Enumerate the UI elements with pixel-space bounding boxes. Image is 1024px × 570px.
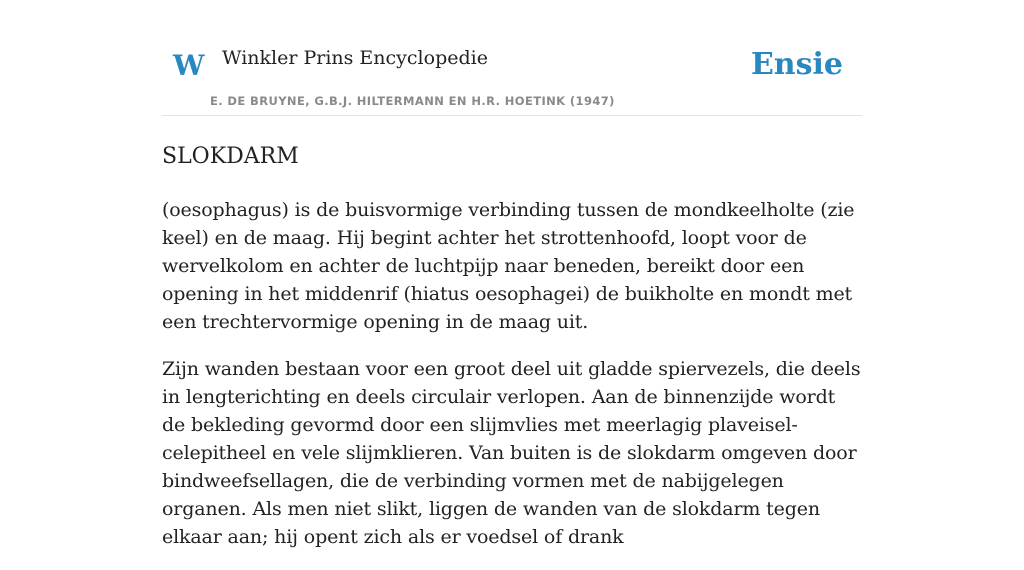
article-paragraph: Zijn wanden bestaan voor een groot deel uit gladde spiervezels, die deels in lengterichting en deels circulair verlopen. Aan de binnenzijde wordt de bekleding gevormd door een slijmvlies met meerlagig plaveisel-celepitheel en vele slijmklieren. Van buiten is de slokdarm omgeven door bindweefsellagen, die de verbinding vormen met de nabijgelegen organen. Als men niet slikt, liggen de wanden van de slokdarm tegen elkaar aan; hij opent zich als er voedsel of drank	[162, 358, 861, 548]
publication-authors: E. DE BRUYNE, G.B.J. HILTERMANN EN H.R. HOETINK (1947)	[210, 94, 615, 108]
article-paragraph: (oesophagus) is de buisvormige verbinding tussen de mondkeelholte (zie keel) en de maag. Hij begint achter het strottenhoofd, loopt voor de wervelkolom en achter de luchtpijp naar beneden, bereikt door een opening in het middenrif (hiatus oesophagei) de buikholte en mondt met een trechtervormige opening in de maag uit.	[162, 199, 855, 333]
article-title: SLOKDARM	[162, 144, 299, 169]
header	[162, 0, 862, 116]
publication-title: Winkler Prins Encyclopedie	[222, 47, 488, 69]
content-column	[162, 0, 862, 570]
article-body	[162, 196, 862, 551]
brand-logo-link[interactable]: Ensie	[750, 47, 843, 82]
publication-logo: W	[173, 49, 205, 82]
